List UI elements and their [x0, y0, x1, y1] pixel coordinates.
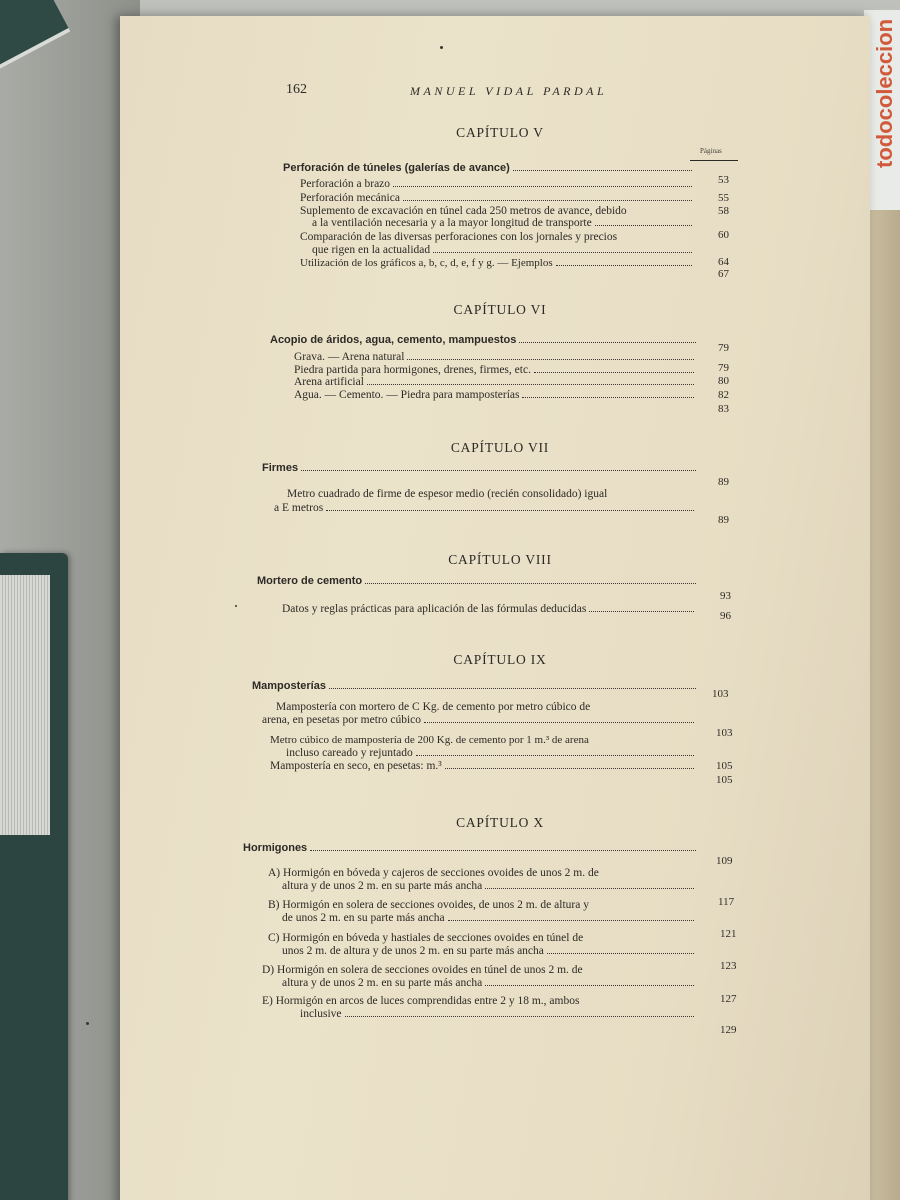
section-heading-text: Hormigones: [243, 842, 308, 854]
section-heading-page: 53: [718, 174, 729, 186]
section-heading-text: Mamposterías: [252, 680, 326, 692]
dot-leader: [310, 850, 696, 851]
section-heading: [262, 462, 700, 474]
section-heading-page: 89: [718, 476, 729, 488]
toc-entry-text: Piedra partida para hormigones, drenes, firmes, etc.: [294, 364, 531, 376]
toc-entry: [294, 351, 698, 363]
page-number: 162: [286, 82, 307, 97]
toc-entry: [294, 376, 698, 388]
toc-entry-line: Mampostería con mortero de C Kg. de cemento por metro cúbico de: [276, 701, 591, 713]
toc-entry-page: 89: [718, 514, 729, 526]
toc-entry: [300, 1008, 698, 1020]
dot-leader: [433, 252, 692, 253]
toc-entry-page: 67: [718, 268, 729, 280]
chapter-title: CAPÍTULO VI: [453, 302, 547, 317]
toc-entry-text: de unos 2 m. en su parte más ancha: [282, 912, 445, 924]
dot-leader: [301, 470, 696, 471]
dot-leader: [522, 397, 694, 398]
section-heading: [257, 575, 700, 587]
section-heading-page: 103: [712, 688, 729, 700]
watermark-text: todocoleccion: [872, 18, 897, 168]
dot-leader: [485, 888, 694, 889]
running-header-author: MANUEL VIDAL PARDAL: [410, 84, 608, 98]
toc-entry: [282, 977, 698, 989]
dot-leader: [365, 583, 696, 584]
section-heading: [283, 162, 696, 174]
toc-entry-line: E) Hormigón en arcos de luces comprendidas entre 2 y 18 m., ambos: [262, 995, 580, 1007]
section-heading-text: Perforación de túneles (galerías de avance): [283, 162, 510, 174]
section-heading-text: Acopio de áridos, agua, cemento, mampuestos: [270, 334, 517, 346]
toc-entry-text: unos 2 m. de altura y de unos 2 m. en su parte más ancha: [282, 945, 544, 957]
toc-entry-text: Perforación a brazo: [300, 178, 391, 190]
toc-entry-text: arena, en pesetas por metro cúbico: [262, 714, 422, 726]
section-heading: [252, 680, 700, 692]
chapter-title: CAPÍTULO X: [456, 815, 544, 830]
section-heading-page: 109: [716, 855, 733, 867]
toc-entry-line: B) Hormigón en solera de secciones ovoides, de unos 2 m. de altura y: [268, 899, 589, 911]
dot-leader: [589, 611, 694, 612]
chapter-title: CAPÍTULO V: [456, 125, 544, 140]
toc-entry-text: a la ventilación necesaria y a la mayor longitud de transporte: [312, 217, 592, 229]
toc-entry-page: 83: [718, 403, 729, 415]
toc-entry-page: 64: [718, 256, 729, 268]
toc-entry: [294, 364, 698, 376]
dot-leader: [445, 768, 694, 769]
toc-entry-page: 103: [716, 727, 733, 739]
toc-entry: [300, 192, 696, 204]
toc-entry-page: 80: [718, 375, 729, 387]
toc-entry: [294, 389, 698, 401]
toc-entry-line: C) Hormigón en bóveda y hastiales de secciones ovoides en túnel de: [268, 932, 584, 944]
toc-entry: [262, 714, 698, 726]
toc-entry-text: Mampostería en seco, en pesetas: m.³: [270, 760, 442, 772]
ink-speck: [440, 46, 443, 49]
toc-entry-text: inclusive: [300, 1008, 342, 1020]
toc-entry-page: 105: [716, 760, 733, 772]
dot-leader: [367, 384, 694, 385]
toc-entry-text: incluso careado y rejuntado: [286, 747, 413, 759]
dot-leader: [416, 755, 694, 756]
toc-entry-text: a E metros: [274, 502, 324, 514]
section-heading-page: 79: [718, 342, 729, 354]
chapter-title: CAPÍTULO VIII: [448, 552, 552, 567]
toc-entry-text: Arena artificial: [294, 376, 364, 388]
ink-speck: [235, 605, 237, 607]
dot-leader: [534, 372, 694, 373]
dot-leader: [424, 722, 694, 723]
toc-entry-page: 121: [720, 928, 737, 940]
toc-entry-text: Utilización de los gráficos a, b, c, d, e, f y g. — Ejemplos: [300, 257, 553, 269]
toc-entry: [312, 244, 696, 256]
section-heading: [243, 842, 700, 854]
toc-entry: [282, 603, 698, 615]
toc-entry-page: 58: [718, 205, 729, 217]
toc-entry-text: Datos y reglas prácticas para aplicación de las fórmulas deducidas: [282, 603, 587, 615]
pages-column-rule: [690, 160, 738, 161]
pages-column-label: Páginas: [700, 147, 722, 155]
toc-entry-text: altura y de unos 2 m. en su parte más ancha: [282, 880, 483, 892]
toc-entry-text: Agua. — Cemento. — Piedra para mamposterías: [294, 389, 520, 401]
toc-entry-page: 79: [718, 362, 729, 374]
toc-entry-page: 60: [718, 229, 729, 241]
toc-entry: [270, 760, 698, 772]
toc-entry-page: 105: [716, 774, 733, 786]
toc-entry-line: Metro cúbico de mampostería de 200 Kg. de cemento por 1 m.³ de arena: [270, 734, 589, 746]
toc-entry-page: 123: [720, 960, 737, 972]
section-heading-page: 93: [720, 590, 731, 602]
dot-leader: [556, 265, 692, 266]
toc-entry-page: 129: [720, 1024, 737, 1036]
toc-entry-line: Comparación de las diversas perforaciones con los jornales y precios: [300, 231, 618, 243]
dot-leader: [403, 200, 692, 201]
toc-entry-page: 127: [720, 993, 737, 1005]
toc-entry: [300, 257, 696, 269]
toc-entry: [282, 912, 698, 924]
toc-entry-text: que rigen en la actualidad: [312, 244, 431, 256]
toc-entry: [300, 178, 696, 190]
dot-leader: [329, 688, 696, 689]
toc-entry: [282, 880, 698, 892]
section-heading-text: Firmes: [262, 462, 299, 474]
dot-leader: [519, 342, 696, 343]
toc-entry: [282, 945, 698, 957]
dot-leader: [393, 186, 692, 187]
dot-leader: [448, 920, 694, 921]
dot-leader: [345, 1016, 694, 1017]
section-heading: [270, 334, 700, 346]
toc-entry-page: 55: [718, 192, 729, 204]
toc-entry-text: Perforación mecánica: [300, 192, 400, 204]
toc-entry-line: Suplemento de excavación en túnel cada 250 metros de avance, debido: [300, 205, 627, 217]
dot-leader: [547, 953, 694, 954]
toc-entry: [286, 747, 698, 759]
toc-entry-page: 96: [720, 610, 731, 622]
toc-entry-text: Grava. — Arena natural: [294, 351, 405, 363]
toc-entry-line: D) Hormigón en solera de secciones ovoides en túnel de unos 2 m. de: [262, 964, 583, 976]
chapter-title: CAPÍTULO IX: [453, 652, 547, 667]
dot-leader: [407, 359, 694, 360]
toc-entry-line: Metro cuadrado de firme de espesor medio (recién consolidado) igual: [287, 488, 608, 500]
toc-entry: [274, 502, 698, 514]
toc-entry-line: A) Hormigón en bóveda y cajeros de secciones ovoides de unos 2 m. de: [268, 867, 599, 879]
dot-leader: [485, 985, 694, 986]
toc-entry: [312, 217, 696, 229]
dot-leader: [513, 170, 692, 171]
dot-leader: [326, 510, 694, 511]
toc-entry-page: 82: [718, 389, 729, 401]
book-page-edges: [0, 575, 50, 835]
section-heading-text: Mortero de cemento: [257, 575, 363, 587]
toc-entry-page: 117: [718, 896, 735, 908]
chapter-title: CAPÍTULO VII: [450, 440, 550, 455]
dot-leader: [595, 225, 692, 226]
toc-entry-text: altura y de unos 2 m. en su parte más ancha: [282, 977, 483, 989]
ink-speck: [86, 1022, 89, 1025]
